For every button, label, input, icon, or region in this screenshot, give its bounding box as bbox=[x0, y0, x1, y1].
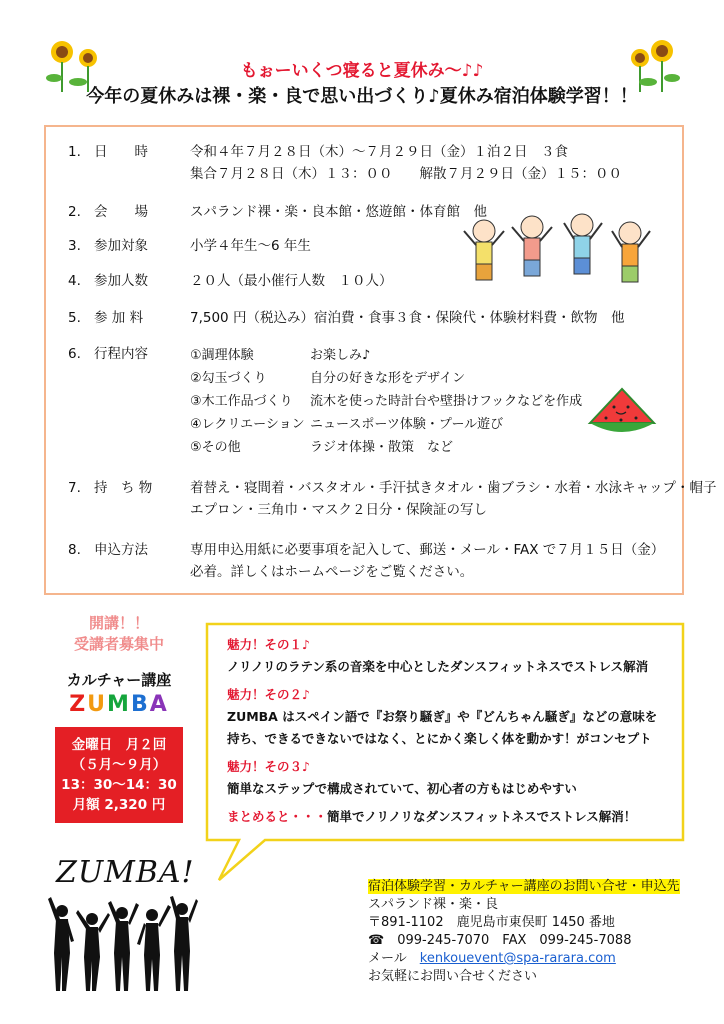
info-label: 参加対象 bbox=[94, 238, 148, 254]
info-label: 日 時 bbox=[94, 144, 148, 160]
info-label: 行程内容 bbox=[94, 346, 148, 362]
list-item: ④レクリエーション ニュースポーツ体験・プール遊び bbox=[190, 417, 504, 432]
contact-closing: お気軽にお問い合せください bbox=[368, 969, 538, 984]
info-value: 集合７月２８日（木）１３：００ 解散７月２９日（金）１５：００ bbox=[190, 166, 622, 182]
appeal-text-2b: 持ち、できるできないではなく、とにかく楽しく体を動かす！がコンセプト bbox=[227, 731, 652, 746]
kids-illustration-icon bbox=[454, 209, 654, 299]
appeal-text-3: 簡単なステップで構成されていて、初心者の方もはじめやすい bbox=[227, 781, 577, 796]
info-number: 3. bbox=[68, 238, 81, 254]
dancers-silhouette-icon bbox=[48, 893, 198, 993]
schedule-list bbox=[190, 344, 650, 459]
info-label: 申込方法 bbox=[94, 542, 148, 558]
appeal-heading-3: 魅力！その３♪ bbox=[227, 759, 310, 774]
zumba-panel bbox=[44, 613, 194, 823]
info-number: 2. bbox=[68, 204, 81, 220]
info-value: 7,500 円（税込み）宿泊費・食事３食・保険代・体験材料費・飲物 他 bbox=[190, 310, 625, 326]
zumba-appeal-bubble bbox=[205, 622, 685, 842]
info-number: 6. bbox=[68, 346, 81, 362]
info-value: エプロン・三角巾・マスク２日分・保険証の写し bbox=[190, 502, 487, 518]
info-label: 参 加 料 bbox=[94, 310, 144, 326]
event-info-box bbox=[44, 125, 717, 595]
zumba-logo: ZUMBA bbox=[69, 692, 169, 717]
info-label: 会 場 bbox=[94, 204, 148, 220]
contact-address: 〒891-1102 鹿児島市東俣町 1450 番地 bbox=[368, 915, 615, 930]
appeal-text-2a: ZUMBA はスペイン語で『お祭り騒ぎ』や『どんちゃん騒ぎ』などの意味を bbox=[227, 709, 658, 724]
list-item: ②勾玉づくり 自分の好きな形をデザイン bbox=[190, 371, 466, 386]
info-value: ２０人（最小催行人数 １０人） bbox=[190, 273, 393, 289]
contact-phone: ☎ 099-245-7070 FAX 099-245-7088 bbox=[368, 933, 632, 948]
info-value: 小学４年生～6 年生 bbox=[190, 238, 311, 254]
zumba-schedule-box: 金曜日 月２回 （５月～９月） 13：30～14：30 月額 2,320 円 bbox=[55, 727, 183, 823]
page-subtitle: もぉーいくつ寝ると夏休み～♪♪ bbox=[240, 61, 484, 81]
info-value: 令和４年７月２８日（木）～７月２９日（金）１泊２日 ３食 bbox=[190, 144, 568, 160]
kaiko-text: 開講！！ bbox=[88, 614, 149, 632]
culture-course-title: カルチャー講座 bbox=[66, 671, 172, 689]
appeal-text-1: ノリノリのラテン系の音楽を中心としたダンスフィットネスでストレス解消 bbox=[227, 659, 649, 674]
contact-mail-row: メール kenkouevent@spa-rarara.com bbox=[368, 951, 616, 966]
info-value: 必着。詳しくはホームページをご覧ください。 bbox=[190, 564, 474, 580]
contact-info bbox=[368, 878, 698, 986]
info-value: スパランド裸・楽・良本館・悠遊館・体育館 他 bbox=[190, 204, 487, 220]
contact-name: スパランド裸・楽・良 bbox=[368, 897, 499, 912]
info-value: 専用申込用紙に必要事項を記入して、郵送・メール・FAX で７月１５日（金） bbox=[190, 542, 665, 558]
zumba-script-title: ZUMBA! bbox=[56, 855, 195, 890]
list-item: ③木工作品づくり 流木を使った時計台や壁掛けフックなどを作成 bbox=[190, 394, 583, 409]
info-number: 8. bbox=[68, 542, 81, 558]
appeal-summary: まとめると・・・簡単でノリノリなダンスフィットネスでストレス解消！ bbox=[227, 809, 637, 824]
list-item: ①調理体験 お楽しみ♪ bbox=[190, 348, 371, 363]
watermelon-icon bbox=[586, 385, 658, 445]
info-value: 着替え・寝間着・バスタオル・手汗拭きタオル・歯ブラシ・水着・水泳キャップ・帽子 bbox=[190, 480, 717, 496]
appeal-heading-2: 魅力！その２♪ bbox=[227, 687, 310, 702]
info-label: 持 ち 物 bbox=[94, 480, 153, 496]
email-link[interactable]: kenkouevent@spa-rarara.com bbox=[419, 951, 616, 966]
info-number: 4. bbox=[68, 273, 81, 289]
contact-heading: 宿泊体験学習・カルチャー講座のお問い合せ・申込先 bbox=[368, 879, 680, 894]
info-label: 参加人数 bbox=[94, 273, 148, 289]
info-number: 5. bbox=[68, 310, 81, 326]
list-item: ⑤その他 ラジオ体操・散策 など bbox=[190, 440, 454, 455]
recruiting-text: 受講者募集中 bbox=[73, 635, 164, 653]
appeal-heading-1: 魅力！その１♪ bbox=[227, 637, 310, 652]
page-title: 今年の夏休みは裸・楽・良で思い出づくり♪夏休み宿泊体験学習！！ bbox=[86, 86, 638, 107]
info-number: 7. bbox=[68, 480, 81, 496]
info-number: 1. bbox=[68, 144, 81, 160]
